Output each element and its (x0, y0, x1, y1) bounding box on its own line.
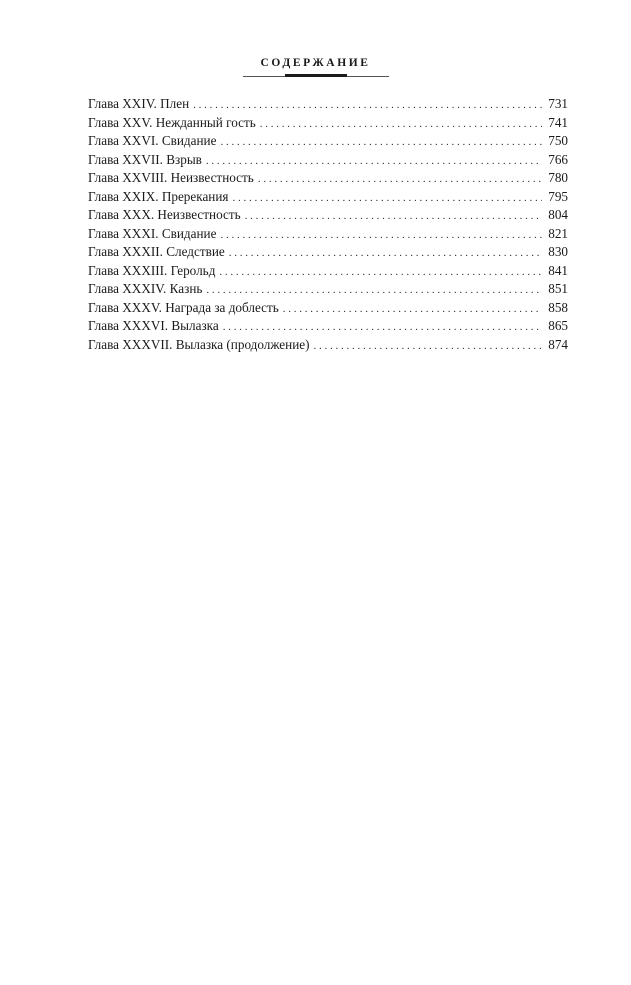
toc-leader-dots (223, 318, 542, 337)
toc-leader-dots (283, 300, 542, 319)
toc-entry-title: Глава XXXII. Следствие (88, 244, 225, 259)
toc-entry (88, 206, 568, 225)
toc-entry-title: Глава XXVIII. Неизвестность (88, 170, 254, 185)
toc-entry-title: Глава XXXVI. Вылазка (88, 318, 219, 333)
toc-entry (88, 317, 568, 336)
toc-entry (88, 299, 568, 318)
toc-entry-title: Глава XXV. Нежданный гость (88, 114, 256, 130)
toc-leader-dots (245, 207, 542, 226)
toc-entry-page: 874 (548, 336, 568, 352)
toc-leader-dots (206, 281, 542, 300)
toc-leader-dots (206, 152, 542, 171)
toc-entry-page: 858 (548, 299, 568, 315)
toc-leader-dots (232, 189, 542, 208)
toc-entry (88, 132, 568, 151)
toc-entry-title: Глава XXXV. Награда за доблесть (88, 299, 279, 315)
toc-leader-dots (193, 96, 542, 115)
toc-leader-dots (220, 226, 542, 245)
toc-leader-dots (258, 170, 542, 189)
toc-entry-page: 741 (548, 114, 568, 130)
title-rule-accent (285, 74, 347, 77)
toc-entry-title: Глава XXXIII. Герольд (88, 262, 216, 278)
toc-entry-page: 851 (548, 281, 568, 296)
table-of-contents (88, 95, 568, 354)
toc-entry-page: 766 (548, 151, 568, 167)
toc-entry-title: Глава XXXIV. Казнь (88, 281, 203, 296)
toc-entry-page: 841 (548, 262, 568, 278)
toc-leader-dots (219, 263, 542, 282)
toc-entry (88, 188, 568, 207)
toc-entry-page: 750 (548, 133, 568, 148)
toc-entry-title: Глава XXIV. Плен (88, 96, 190, 111)
toc-entry-title: Глава XXVII. Взрыв (88, 151, 202, 167)
toc-entry (88, 243, 568, 262)
toc-entry (88, 262, 568, 281)
toc-leader-dots (220, 133, 542, 152)
toc-entry (88, 280, 568, 299)
page-header (0, 57, 631, 69)
toc-entry-page: 821 (548, 225, 568, 241)
toc-entry-page: 804 (548, 207, 568, 222)
page-title: СОДЕРЖАНИЕ (260, 57, 371, 69)
toc-entry-page: 865 (548, 318, 568, 333)
toc-entry (88, 151, 568, 170)
toc-entry (88, 336, 568, 355)
toc-entry (88, 95, 568, 114)
toc-entry-page: 830 (548, 244, 568, 259)
toc-entry-title: Глава XXXI. Свидание (88, 225, 217, 241)
toc-entry (88, 114, 568, 133)
toc-leader-dots (260, 115, 542, 134)
toc-entry (88, 225, 568, 244)
toc-leader-dots (314, 337, 542, 356)
toc-entry-title: Глава XXX. Неизвестность (88, 207, 241, 222)
toc-leader-dots (229, 244, 542, 263)
toc-entry-title: Глава XXVI. Свидание (88, 133, 217, 148)
toc-entry (88, 169, 568, 188)
toc-entry-page: 780 (548, 170, 568, 185)
toc-entry-page: 795 (548, 188, 568, 204)
toc-entry-title: Глава XXXVII. Вылазка (продолжение) (88, 336, 310, 352)
toc-entry-page: 731 (548, 96, 568, 111)
toc-entry-title: Глава XXIX. Пререкания (88, 188, 229, 204)
